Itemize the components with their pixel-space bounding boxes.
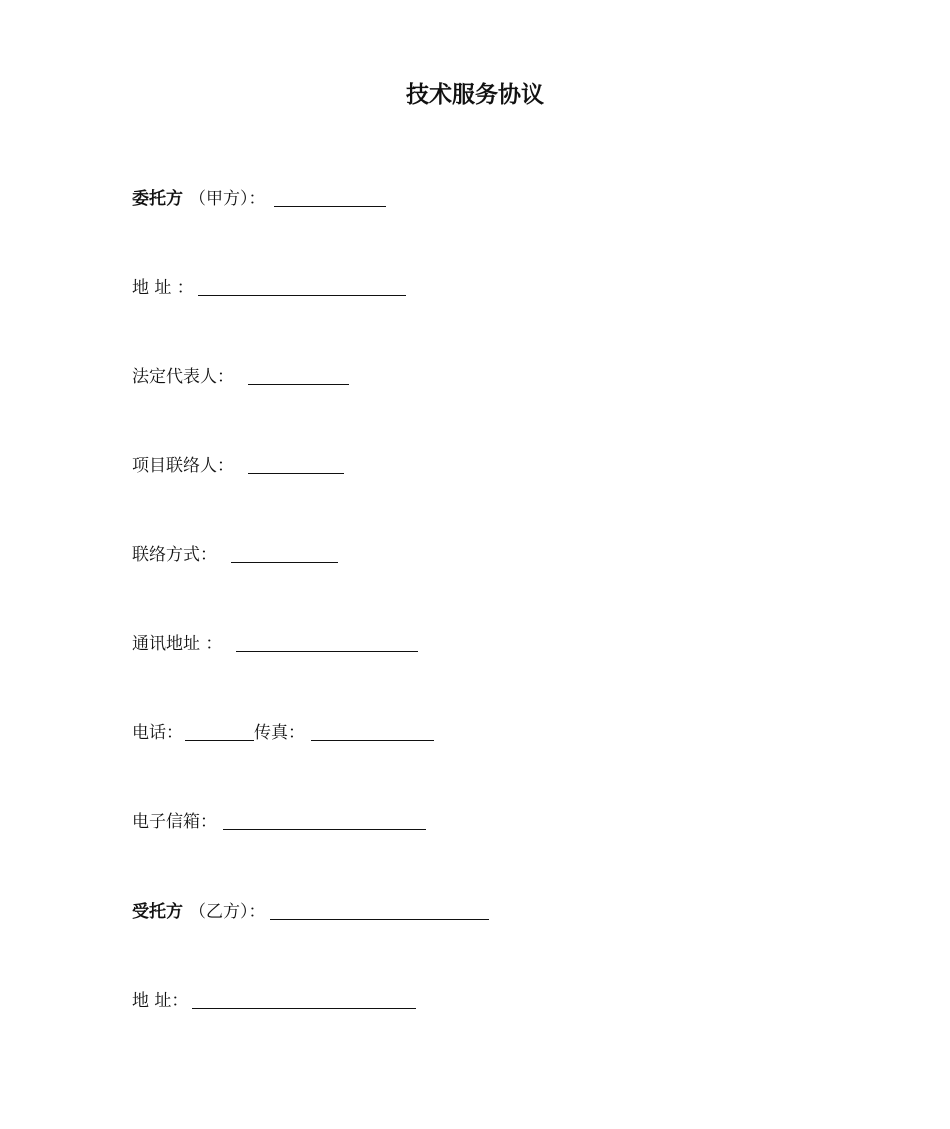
mailing-address-blank-line[interactable] (236, 633, 418, 652)
contact-method-label: 联络方式： (132, 545, 217, 565)
contractor-blank-line[interactable] (270, 901, 489, 920)
mailing-address-label: 通讯地址 ： (132, 634, 223, 654)
contractor-field (132, 897, 489, 923)
contractor-address-blank-line[interactable] (192, 990, 416, 1009)
fax-label: 传真： (254, 723, 305, 743)
email-label: 电子信箱： (132, 812, 217, 832)
client-bold-label: 委托方 (132, 189, 183, 209)
client-field (132, 184, 386, 210)
document-title: 技术服务协议 (406, 82, 544, 108)
phone-label: 电话： (132, 723, 183, 743)
legal-representative-label: 法定代表人： (132, 367, 234, 387)
contractor-address-field (132, 986, 416, 1012)
phone-blank-line[interactable] (185, 722, 254, 741)
client-label: （甲方）： (189, 189, 266, 209)
email-field (132, 807, 426, 833)
contact-method-blank-line[interactable] (231, 544, 338, 563)
legal-representative-field (132, 362, 349, 388)
client-address-blank-line[interactable] (198, 277, 406, 296)
client-blank-line[interactable] (274, 188, 386, 207)
client-address-field (132, 273, 406, 299)
email-blank-line[interactable] (223, 811, 426, 830)
mailing-address-field (132, 629, 418, 655)
project-contact-field (132, 451, 344, 477)
client-address-label: 地 址 ： (132, 278, 194, 298)
contact-method-field (132, 540, 338, 566)
project-contact-blank-line[interactable] (248, 455, 344, 474)
legal-representative-blank-line[interactable] (248, 366, 349, 385)
fax-blank-line[interactable] (311, 722, 434, 741)
contractor-address-label: 地 址： (132, 991, 189, 1011)
project-contact-label: 项目联络人： (132, 456, 234, 476)
phone-fax-field (132, 718, 434, 744)
contractor-label: （乙方）： (189, 902, 266, 922)
contractor-bold-label: 受托方 (132, 902, 183, 922)
